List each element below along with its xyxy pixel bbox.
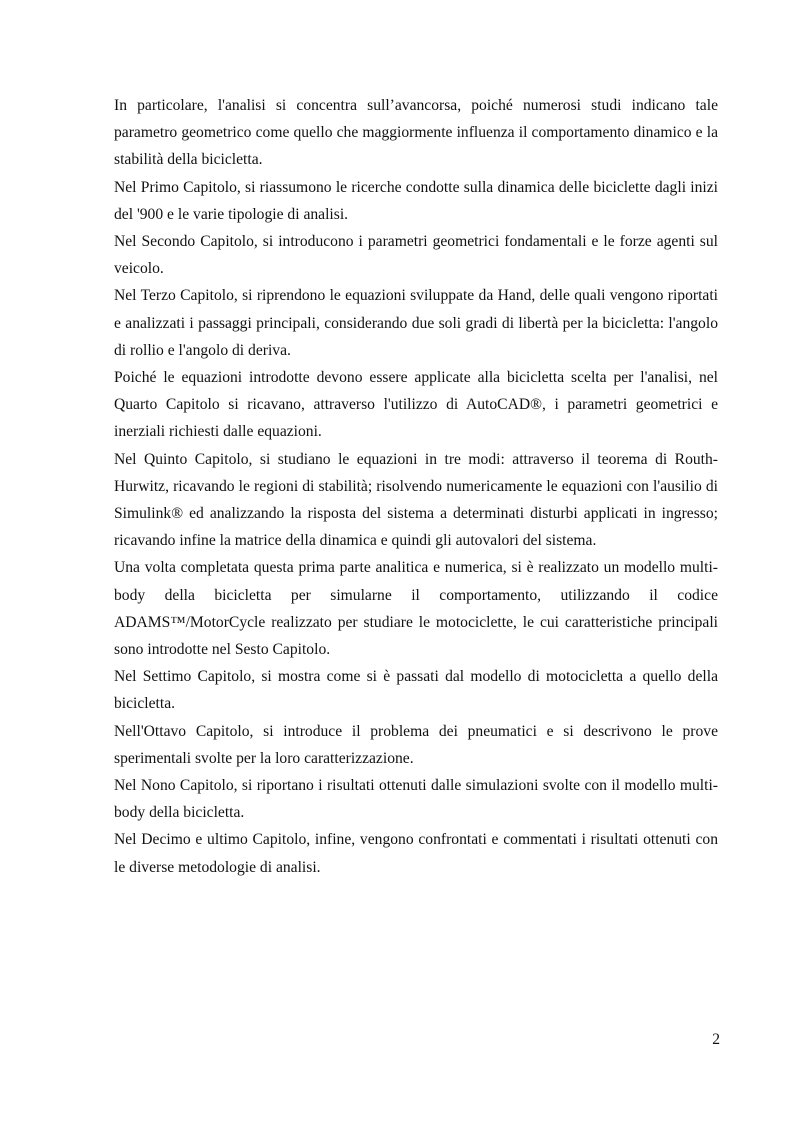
paragraph-chapter-3: Nel Terzo Capitolo, si riprendono le equazioni sviluppate da Hand, delle quali vengono riportati e analizzati i passaggi principali, considerando due soli gradi di libertà per la bicicletta: l'angolo di rollio e l'angolo di deriva.: [114, 287, 718, 359]
paragraph-intro: In particolare, l'analisi si concentra sull’avancorsa, poiché numerosi studi indicano tale parametro geometrico come quello che maggiormente influenza il comportamento dinamico e la stabilità della bicicletta.: [114, 97, 718, 169]
page-number: 2: [712, 1031, 720, 1048]
paragraph-chapter-8: Nell'Ottavo Capitolo, si introduce il problema dei pneumatici e si descrivono le prove sperimentali svolte per la loro caratterizzazione.: [114, 722, 718, 767]
paragraph-chapter-1: Nel Primo Capitolo, si riassumono le ricerche condotte sulla dinamica delle biciclette dagli inizi del '900 e le varie tipologie di analisi.: [114, 178, 718, 223]
paragraph-chapter-7: Nel Settimo Capitolo, si mostra come si è passati dal modello di motocicletta a quello della bicicletta.: [114, 668, 718, 713]
paragraph-chapter-9: Nel Nono Capitolo, si riportano i risultati ottenuti dalle simulazioni svolte con il modello multi-body della bicicletta.: [114, 777, 718, 822]
paragraph-chapter-10: Nel Decimo e ultimo Capitolo, infine, vengono confrontati e commentati i risultati ottenuti con le diverse metodologie di analisi.: [114, 831, 718, 876]
body-text: [114, 92, 718, 881]
paragraph-chapter-4: Poiché le equazioni introdotte devono essere applicate alla bicicletta scelta per l'analisi, nel Quarto Capitolo si ricavano, attraverso l'utilizzo di AutoCAD®, i parametri geometrici e inerziali richiesti dalle equazioni.: [114, 369, 718, 441]
paragraph-chapter-6: Una volta completata questa prima parte analitica e numerica, si è realizzato un modello multi-body della bicicletta per simularne il comportamento, utilizzando il codice ADAMS™/MotorCycle realizzato per studiare le motociclette, le cui caratteristiche principali sono introdotte nel Sesto Capitolo.: [114, 559, 718, 659]
paragraph-chapter-2: Nel Secondo Capitolo, si introducono i parametri geometrici fondamentali e le forze agenti sul veicolo.: [114, 233, 718, 278]
paragraph-chapter-5: Nel Quinto Capitolo, si studiano le equazioni in tre modi: attraverso il teorema di Routh-Hurwitz, ricavando le regioni di stabilità; risolvendo numericamente le equazioni con l'ausilio di Simulink® ed analizzando la risposta del sistema a determinati disturbi applicati in ingresso; ricavando infine la matrice della dinamica e quindi gli autovalori del sistema.: [114, 450, 718, 550]
